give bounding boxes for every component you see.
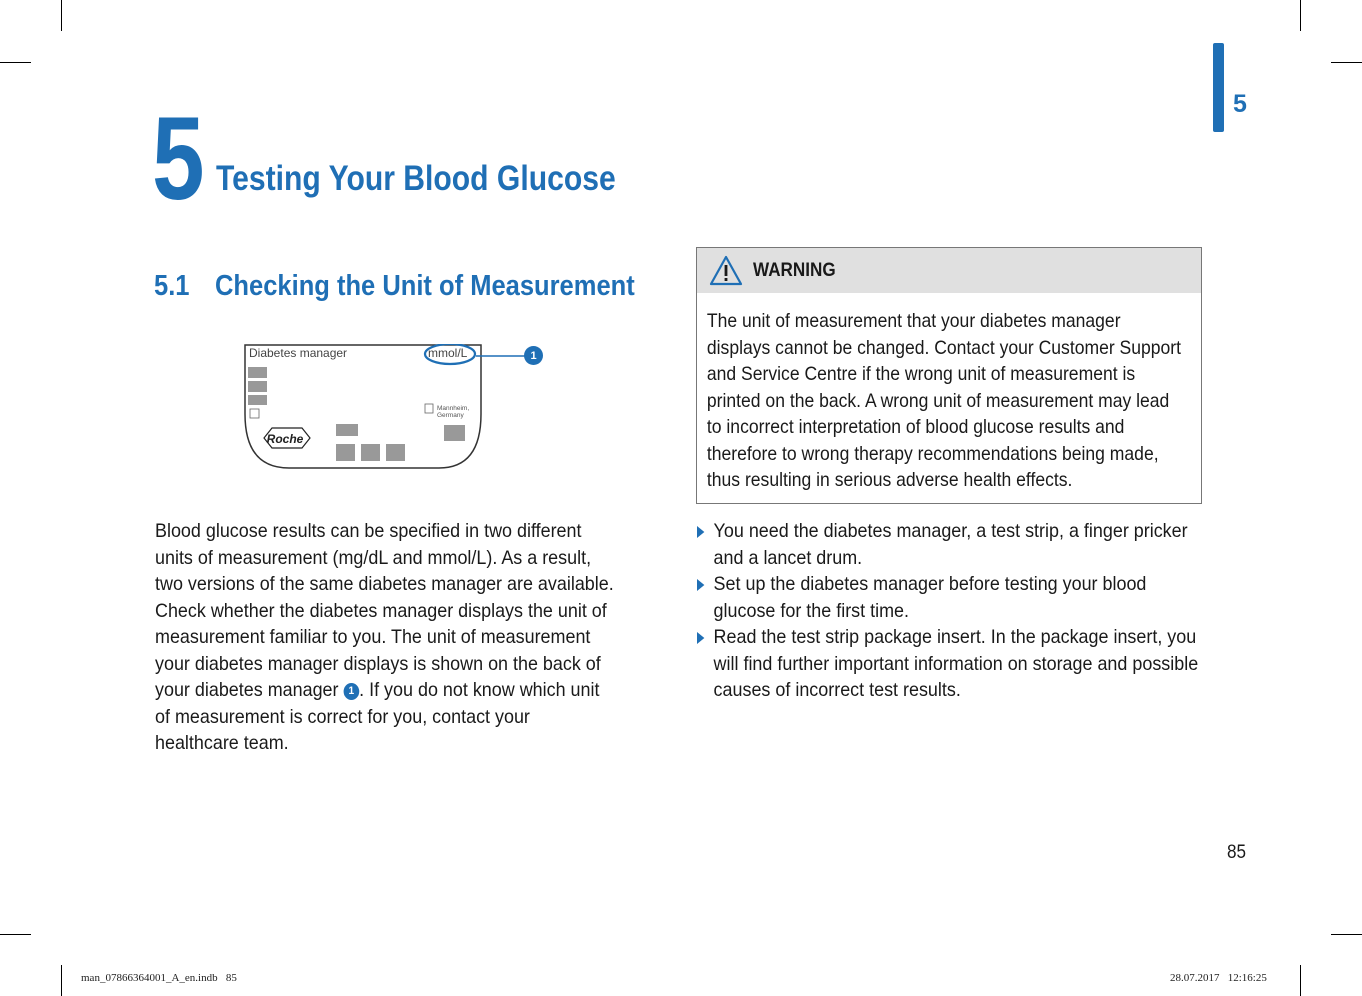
warning-header <box>697 248 1201 293</box>
crop-mark <box>61 965 62 996</box>
inline-callout-marker: 1 <box>343 683 359 700</box>
triangle-bullet-icon <box>697 526 704 538</box>
step-text: Read the test strip package insert. In the package insert, you will find further important information on storage and possible causes of incorrect test results. <box>713 626 1199 701</box>
chapter-tab-number: 5 <box>1233 90 1247 118</box>
section-number: 5.1 <box>154 270 190 302</box>
warning-triangle-icon <box>709 255 743 287</box>
list-item <box>697 518 1198 571</box>
crop-mark <box>0 934 31 935</box>
device-unit-label: mmol/L <box>428 346 468 360</box>
crop-mark <box>61 0 62 31</box>
device-label-illustration <box>244 344 482 470</box>
crop-mark <box>1300 965 1301 996</box>
chapter-number: 5 <box>152 93 203 225</box>
list-item <box>697 571 1198 624</box>
step-text: Set up the diabetes manager before testing your blood glucose for the first time. <box>713 573 1147 622</box>
step-text: You need the diabetes manager, a test strip, a finger pricker and a lancet drum. <box>713 520 1188 569</box>
page-number: 85 <box>1227 842 1247 863</box>
body-text-part-2: . If you do not know which unit of measurement is correct for you, contact your healthcare team. <box>155 679 600 754</box>
crop-mark <box>1300 0 1301 31</box>
crop-mark <box>0 62 31 63</box>
crop-mark <box>1331 934 1362 935</box>
chapter-title: Testing Your Blood Glucose <box>216 159 616 198</box>
triangle-bullet-icon <box>697 579 704 591</box>
print-slug-file: man_07866364001_A_en.indb 85 <box>81 972 237 984</box>
body-text-part-1: Blood glucose results can be specified in two different units of measurement (mg/dL and mmol/L). As a result, two versions of the same diabetes manager are available. Check whether the diabetes manager displays the unit of measurement familiar to you. The unit of measurement your diabetes manager displays is shown on the back of your diabetes manager <box>155 520 614 701</box>
device-manufacturer: Mannheim, Germany <box>437 405 470 420</box>
warning-text: The unit of measurement that your diabetes manager displays cannot be changed. Contact your Customer Support and Service Centre if the wrong unit of measurement is printed on the back. A wrong unit of measurement may lead to incorrect interpretation of blood glucose results and therefore to wrong therapy recommendations being made, thus resulting in serious adverse health effects. <box>706 310 1182 491</box>
list-item <box>697 624 1198 704</box>
print-slug-date: 28.07.2017 12:16:25 <box>1170 972 1267 984</box>
body-paragraph <box>155 518 615 757</box>
warning-box <box>696 247 1202 504</box>
warning-label: WARNING <box>753 259 836 281</box>
roche-logo: Roche <box>266 432 304 446</box>
steps-list <box>697 518 1198 704</box>
callout-leader-line <box>476 354 526 358</box>
triangle-bullet-icon <box>697 632 704 644</box>
callout-marker: 1 <box>524 346 543 365</box>
section-title: Checking the Unit of Measurement <box>215 270 635 302</box>
chapter-tab-marker <box>1213 43 1224 132</box>
crop-mark <box>1331 62 1362 63</box>
device-product-name: Diabetes manager <box>249 346 348 360</box>
